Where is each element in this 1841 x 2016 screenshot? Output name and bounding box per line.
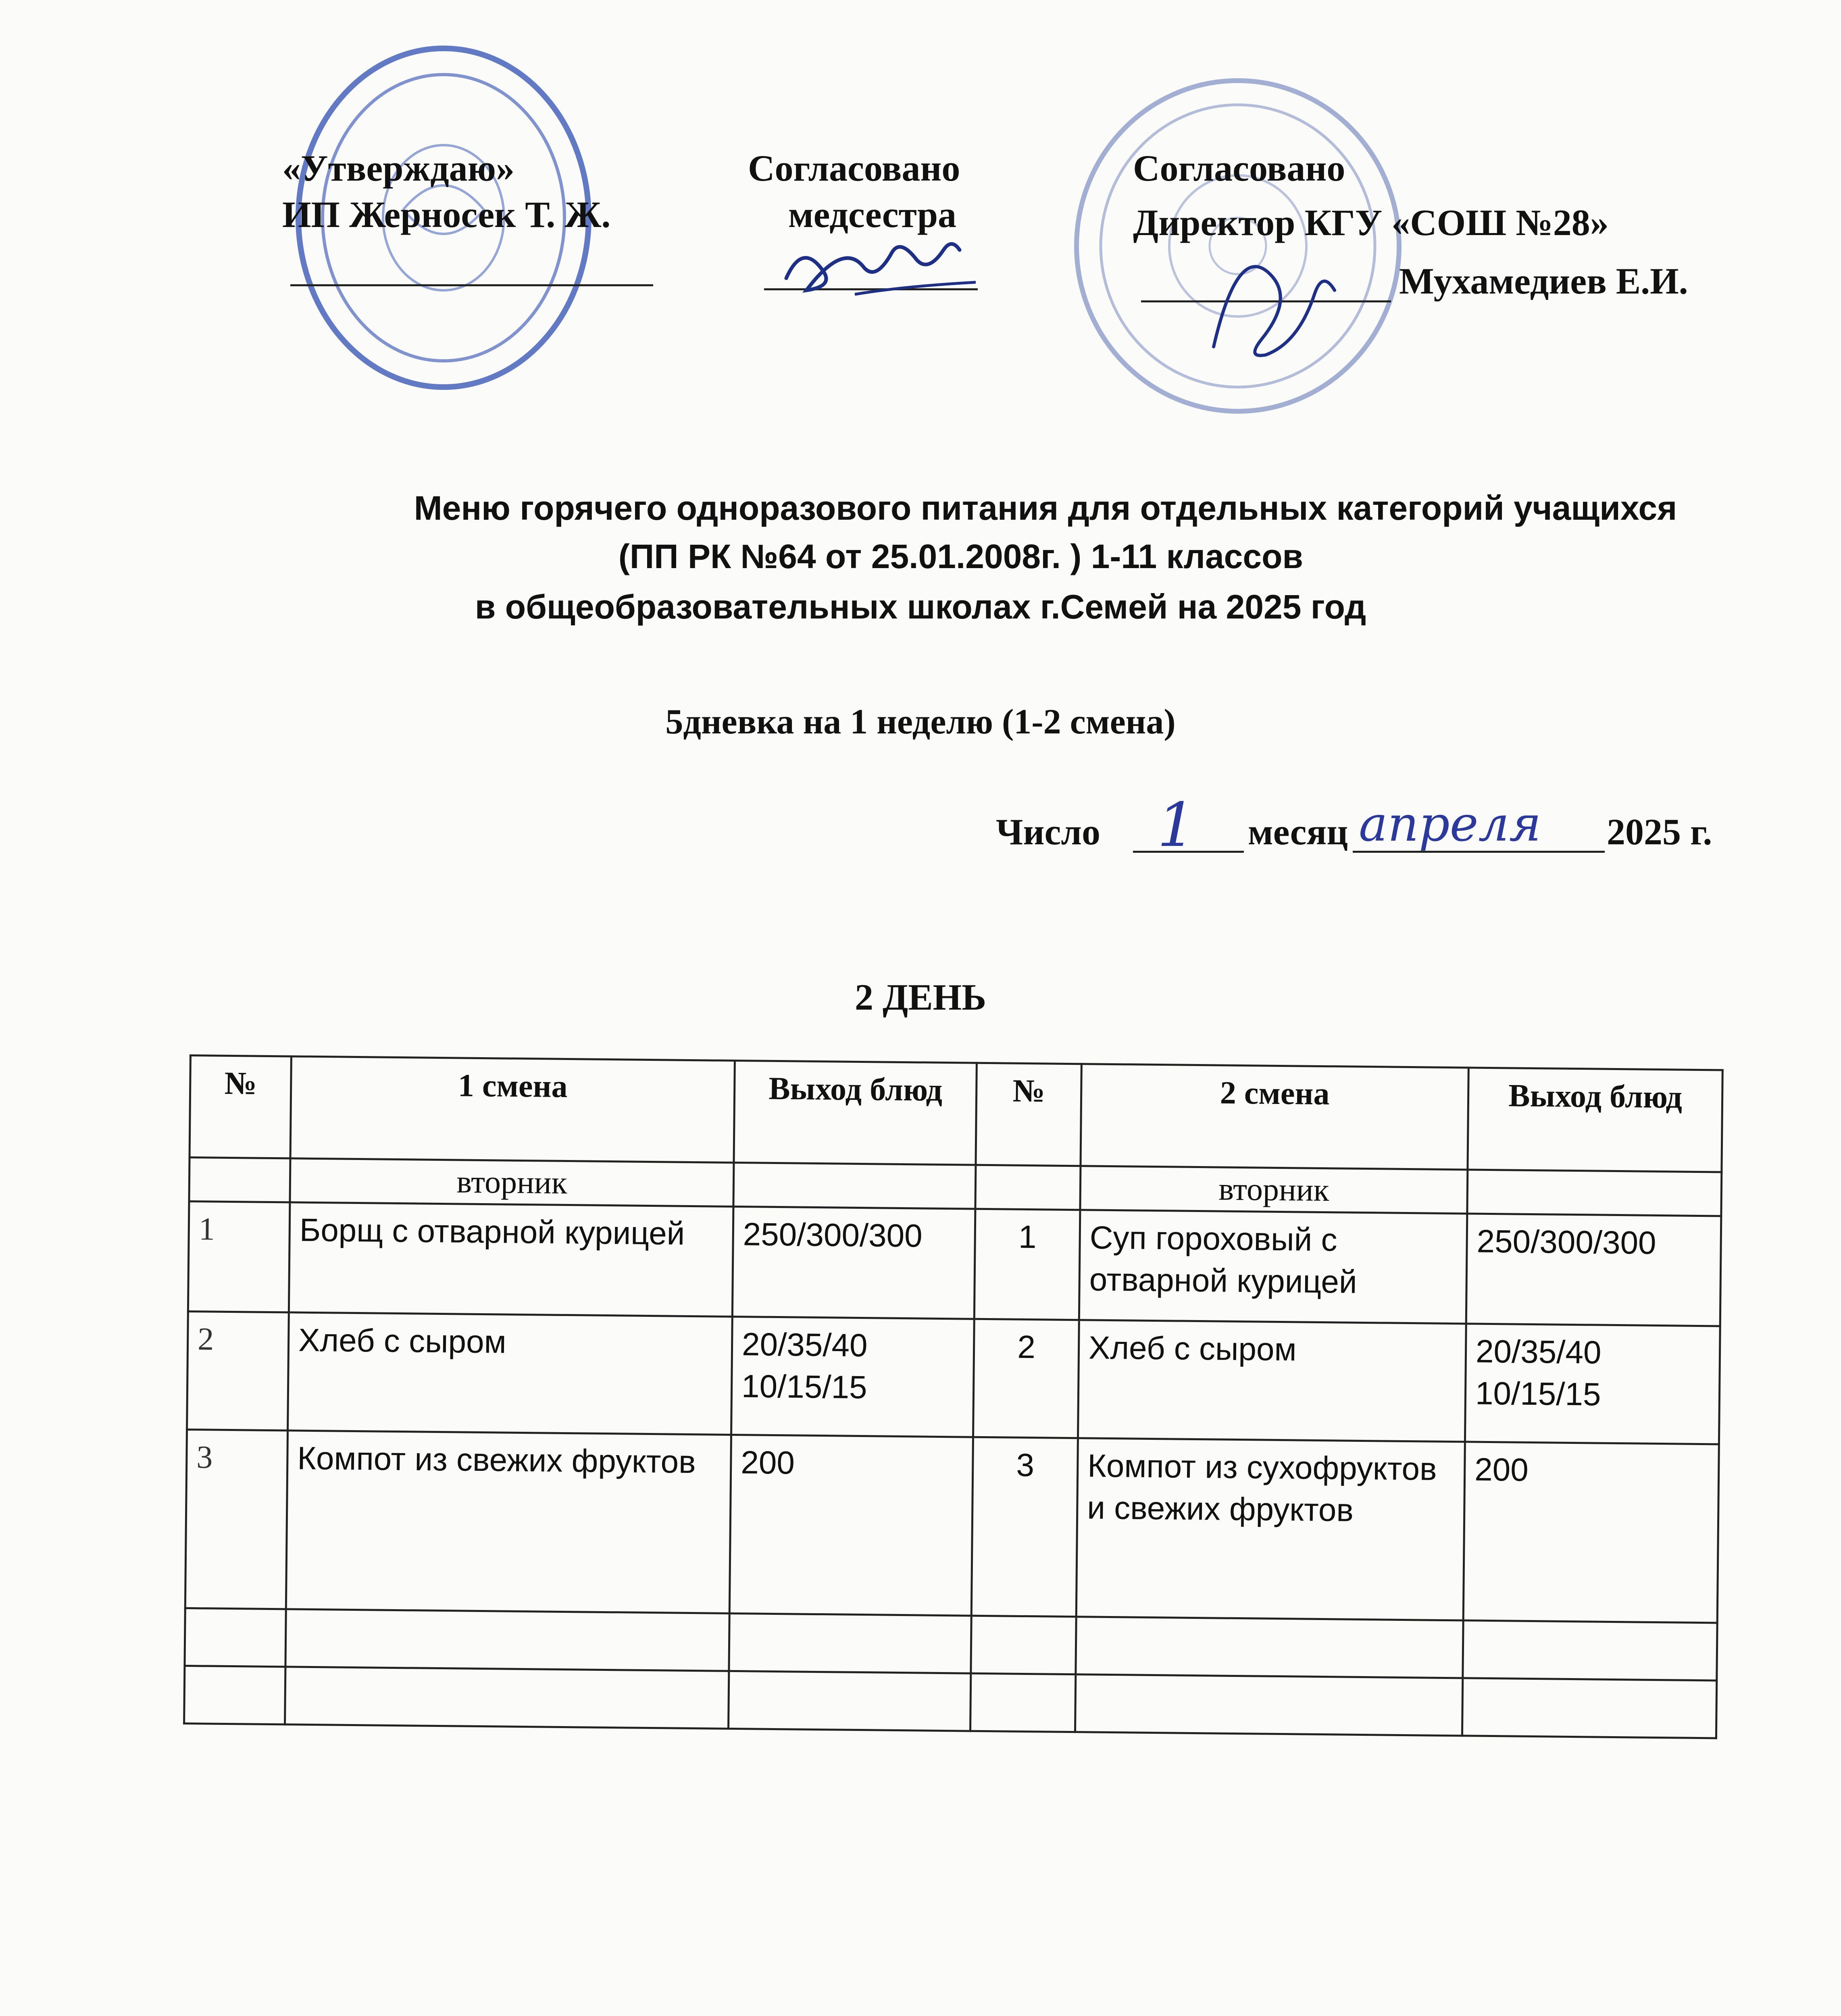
- header-num-1: №: [190, 1056, 291, 1158]
- table-row: [187, 1311, 1720, 1444]
- schedule-subtitle: 5дневка на 1 неделю (1-2 смена): [665, 702, 1176, 741]
- output-1: 20/35/40 10/15/15: [731, 1316, 975, 1437]
- output-1: 200: [729, 1435, 973, 1616]
- row-num-1: 1: [188, 1202, 290, 1312]
- output-2: 250/300/300: [1466, 1214, 1721, 1326]
- menu-title-line1: Меню горячего одноразового питания для отдельных категорий учащихся: [414, 489, 1677, 527]
- header-num-2: №: [976, 1063, 1081, 1166]
- empty-cell: [185, 1608, 286, 1666]
- date-day-label: Число: [996, 811, 1100, 852]
- empty-cell: [285, 1609, 729, 1671]
- table-row: [185, 1429, 1719, 1622]
- approve-label: «Утверждаю»: [282, 148, 514, 189]
- director-role: Директор КГУ «СОШ №28»: [1133, 202, 1609, 243]
- director-signature: [1189, 226, 1359, 387]
- empty-cell: [1467, 1170, 1722, 1216]
- nurse-role: медсестра: [788, 194, 957, 235]
- empty-cell: [729, 1671, 971, 1731]
- output-1: 250/300/300: [732, 1206, 975, 1319]
- header-shift-1: 1 смена: [290, 1056, 735, 1163]
- row-num-2: 2: [973, 1319, 1079, 1438]
- empty-cell: [1075, 1674, 1462, 1736]
- approver-signature-line: [290, 284, 653, 286]
- dish-2: Хлеб с сыром: [1078, 1320, 1466, 1442]
- nurse-agreed-label: Согласовано: [748, 148, 960, 189]
- dish-1: Хлеб с сыром: [288, 1312, 733, 1435]
- header-output-2: Выход блюд: [1468, 1068, 1722, 1172]
- empty-cell: [285, 1667, 729, 1729]
- output-2: 200: [1463, 1442, 1719, 1623]
- header-output-1: Выход блюд: [734, 1060, 977, 1165]
- row-num-1: 2: [187, 1311, 289, 1430]
- empty-cell: [970, 1673, 1075, 1732]
- empty-cell: [729, 1613, 971, 1673]
- dish-1: Борщ с отварной курицей: [289, 1202, 733, 1317]
- nurse-signature: [774, 226, 1000, 306]
- dish-2: Суп гороховый с отварной курицей: [1079, 1210, 1467, 1324]
- row-num-1: 3: [185, 1429, 287, 1609]
- date-year: 2025 г.: [1607, 811, 1712, 852]
- row-num-2: 1: [974, 1209, 1080, 1320]
- menu-title-line2: (ПП РК №64 от 25.01.2008г. ) 1-11 классов: [618, 537, 1304, 575]
- row-num-2: 3: [971, 1437, 1078, 1616]
- approver-name: ИП Жерносек Т. Ж.: [282, 194, 611, 235]
- menu-table: [183, 1054, 1724, 1739]
- output-2: 20/35/40 10/15/15: [1465, 1324, 1720, 1444]
- empty-cell: [184, 1666, 285, 1724]
- empty-cell: [733, 1162, 976, 1209]
- date-month-label: месяц: [1248, 811, 1348, 852]
- table-row: [188, 1202, 1721, 1326]
- director-name: Мухамедиев Е.И.: [1399, 260, 1688, 302]
- weekday-shift-2: вторник: [1080, 1166, 1468, 1214]
- empty-cell: [189, 1158, 290, 1202]
- date-day-value: 1: [1157, 790, 1196, 860]
- empty-cell: [971, 1616, 1076, 1674]
- empty-cell: [1463, 1620, 1717, 1681]
- menu-title-line3: в общеобразовательных школах г.Семей на 2025 год: [475, 588, 1366, 626]
- day-heading: 2 ДЕНЬ: [854, 977, 987, 1018]
- table-header-row: [190, 1056, 1722, 1172]
- dish-1: Компот из свежих фруктов: [286, 1431, 731, 1614]
- empty-cell: [1076, 1617, 1463, 1678]
- weekday-shift-1: вторник: [290, 1158, 734, 1207]
- header-shift-2: 2 смена: [1081, 1064, 1468, 1170]
- director-agreed-label: Согласовано: [1133, 148, 1345, 189]
- empty-cell: [975, 1165, 1081, 1210]
- empty-cell: [1462, 1678, 1716, 1738]
- date-month-value: апреля: [1359, 796, 1541, 852]
- dish-2: Компот из сухофруктов и свежих фруктов: [1076, 1438, 1465, 1620]
